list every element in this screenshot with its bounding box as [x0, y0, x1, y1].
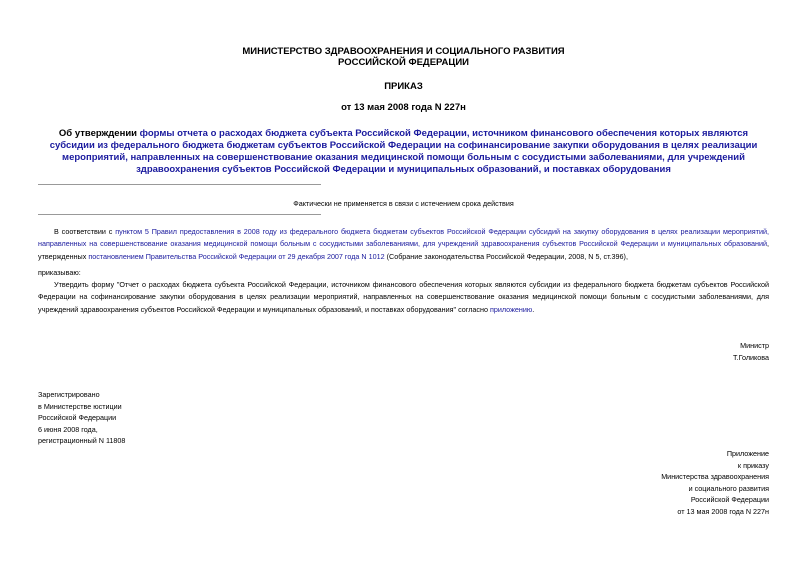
title-prefix: Об утверждении	[58, 128, 140, 139]
basis-link-2[interactable]: постановлением Правительства Российской Федерации от 29 декабря 2007 года N 1012	[88, 251, 385, 261]
registration-block	[38, 389, 125, 447]
registration-line: Зарегистрировано	[38, 390, 100, 399]
basis-text-3: (Собрание законодательства Российской Федерации, 2008, N 5, ст.396),	[384, 251, 628, 261]
basis-paragraph	[38, 226, 769, 263]
divider-bottom	[38, 214, 321, 215]
basis-link-1[interactable]: пунктом 5 Правил предоставления в 2008 году из федерального бюджета бюджетам субъектов Российской Федерации субсидий на закупку оборудования в целях реализации мероприятий, направленных на совершенствование оказания медицинской помощи больным с сосудистыми заболеваниями, для учреждений здравоохранения субъектов Российской Федерации и муниципальных образований	[38, 227, 769, 249]
status-note: Фактически не применяется в связи с истечением срока действия	[293, 199, 514, 208]
appendix-line: Министерства здравоохранения	[661, 472, 769, 482]
appendix-line: и социального развития	[688, 483, 769, 493]
order-text-2: .	[532, 304, 535, 314]
signature-name: Т.Голикова	[732, 353, 769, 362]
appendix-line: к приказу	[737, 460, 769, 470]
appendix-line: от 13 мая 2008 года N 227н	[677, 506, 769, 516]
doc-date: от 13 мая 2008 года N 227н	[341, 102, 466, 113]
ministry-line-2: РОССИЙСКОЙ ФЕДЕРАЦИИ	[337, 57, 469, 68]
basis-text-1: В соответствии с	[54, 227, 116, 236]
registration-line: Российской Федерации	[38, 413, 117, 423]
appendix-block	[560, 448, 769, 518]
order-word: приказываю:	[38, 268, 81, 277]
doc-title	[45, 128, 762, 176]
ministry-heading	[0, 46, 807, 68]
basis-text-2: , утвержденных	[38, 239, 769, 261]
signature-block	[560, 340, 769, 364]
appendix-line: Российской Федерации	[690, 495, 769, 505]
appendix-line: Приложение	[726, 449, 769, 458]
ministry-line-1: МИНИСТЕРСТВО ЗДРАВООХРАНЕНИЯ И СОЦИАЛЬНОГО РАЗВИТИЯ	[242, 46, 565, 57]
title-link[interactable]: формы отчета о расходах бюджета субъекта Российской Федерации, источником финансового обеспечения которых являются субсидии из федерального бюджета бюджетам субъектов Российской Федерации на софинансирование закупки оборудования в целях реализации мероприятий, направленных на совершенствование оказания медицинской помощи больным с сосудистыми заболеваниями, для учреждений здравоохранения субъектов Российской Федерации и муниципальных образований, и поставках оборудования	[49, 128, 758, 175]
divider-top	[38, 184, 321, 185]
registration-line: в Министерстве юстиции	[38, 401, 122, 411]
order-text-1: Утвердить форму "Отчет о расходах бюджета субъекта Российской Федерации, источником финансового обеспечения которых являются субсидии из федерального бюджета бюджетам субъектов Российской Федерации на софинансирование закупки оборудования в целях реализации мероприятий, направленных на совершенствование оказания медицинской помощи больным с сосудистыми заболеваниями, для учреждений здравоохранения субъектов Российской Федерации и муниципальных образований, и поставках оборудования" согласно	[38, 280, 769, 314]
signature-position: Министр	[740, 341, 769, 350]
doc-type: ПРИКАЗ	[384, 81, 423, 92]
order-paragraph	[38, 279, 769, 316]
appendix-link[interactable]: приложению	[490, 304, 533, 314]
registration-line: 6 июня 2008 года,	[38, 424, 98, 434]
registration-line: регистрационный N 11808	[38, 436, 126, 446]
